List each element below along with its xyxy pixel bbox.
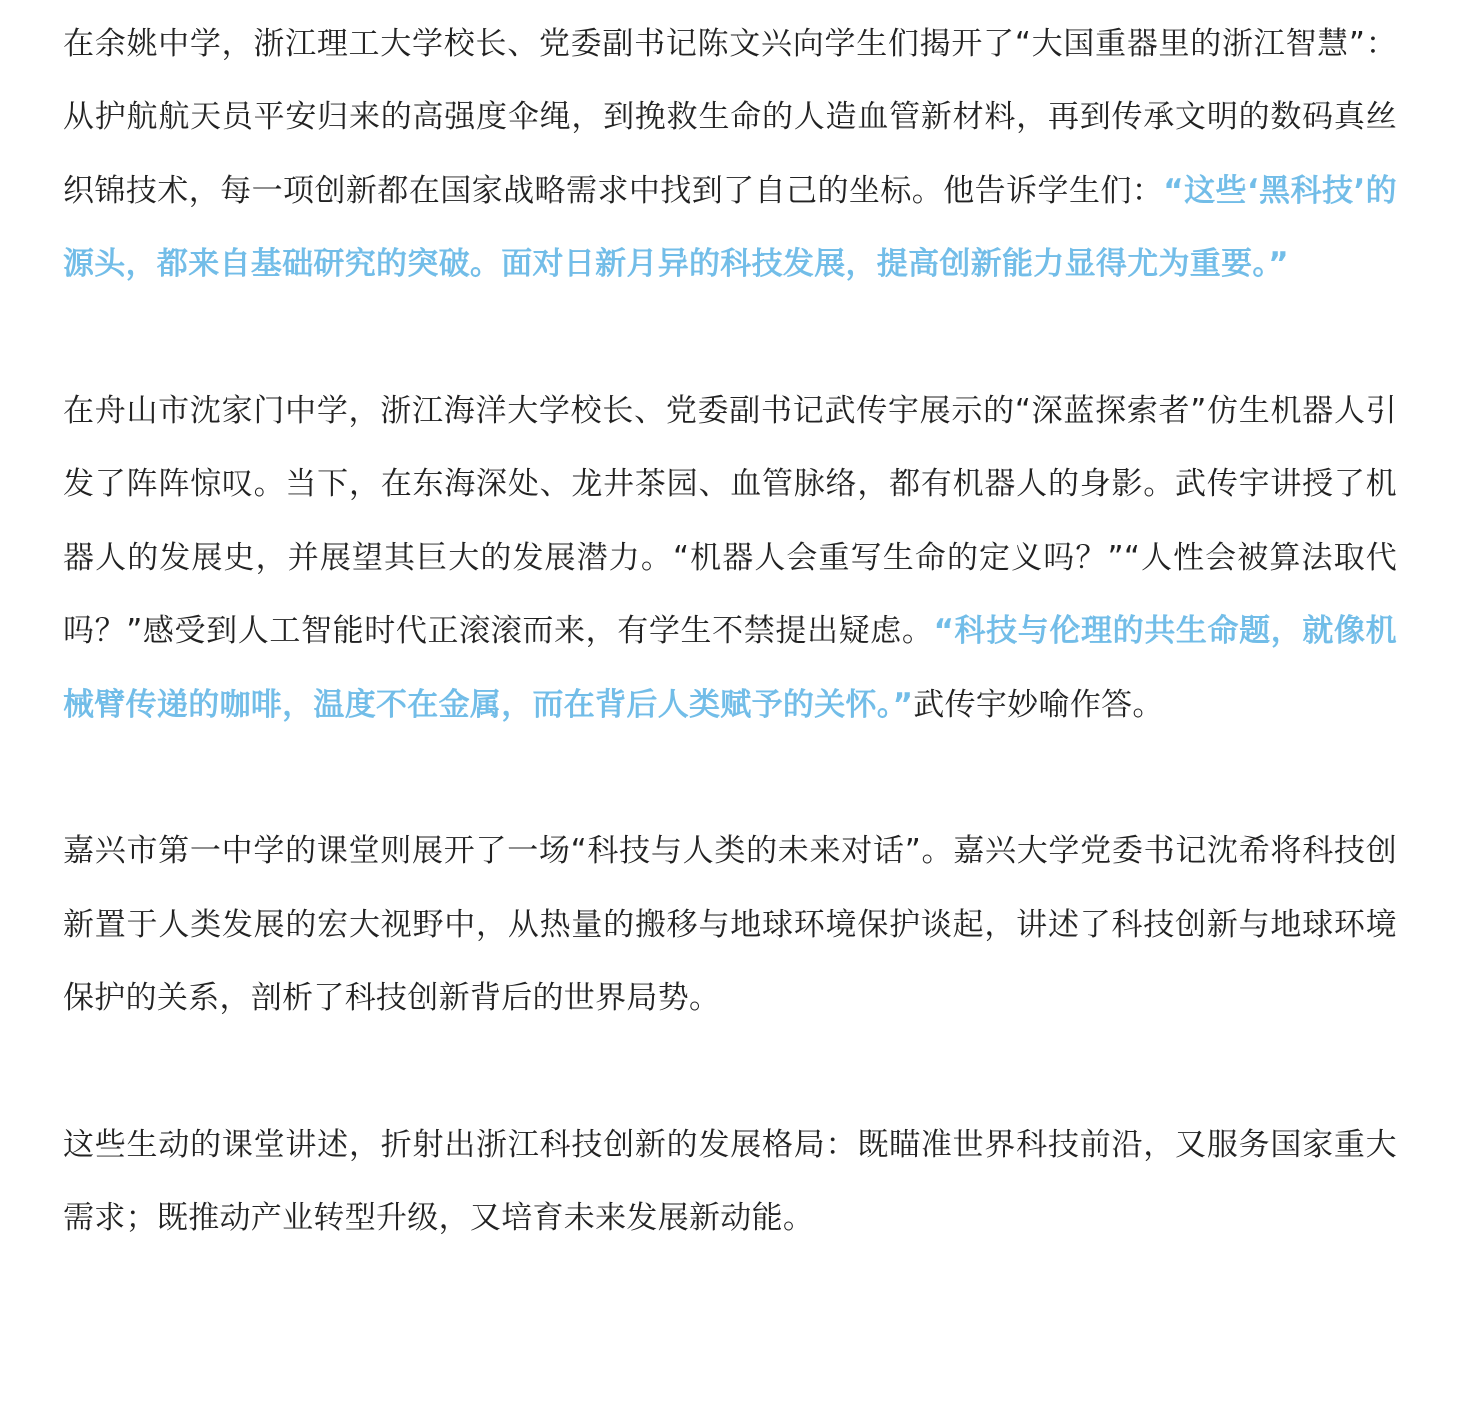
paragraph-jiaxing	[63, 815, 1397, 1035]
paragraph-text: 武传宇妙喻作答。	[913, 686, 1164, 723]
paragraph-zhoushan	[63, 375, 1397, 742]
paragraph-text: 嘉兴市第一中学的课堂则展开了一场“科技与人类的未来对话”。嘉兴大学党委书记沈希将科技创新置于人类发展的宏大视野中，从热量的搬移与地球环境保护谈起，讲述了科技创新与地球环境保护的关系，剖析了科技创新背后的世界局势。	[63, 833, 1397, 1017]
paragraph-text: 在舟山市沈家门中学，浙江海洋大学校长、党委副书记武传宇展示的“深蓝探索者”仿生机器人引发了阵阵惊叹。当下，在东海深处、龙井茶园、血管脉络，都有机器人的身影。武传宇讲授了机器人的发展史，并展望其巨大的发展潜力。“机器人会重写生命的定义吗？”“人性会被算法取代吗？”感受到人工智能时代正滚滚而来，有学生不禁提出疑虑。	[63, 393, 1397, 650]
paragraph-text: 在余姚中学，浙江理工大学校长、党委副书记陈文兴向学生们揭开了“大国重器里的浙江智慧”：从护航航天员平安归来的高强度伞绳，到挽救生命的人造血管新材料，再到传承文明的数码真丝织锦技术，每一项创新都在国家战略需求中找到了自己的坐标。他告诉学生们：	[63, 26, 1397, 209]
highlighted-quote: “科技与伦理的共生命题，就像机械臂传递的咖啡，温度不在金属，而在背后人类赋予的关怀。”	[63, 613, 1397, 723]
paragraph-summary	[63, 1109, 1397, 1256]
article-body	[63, 8, 1397, 1256]
paragraph-yuyao	[63, 8, 1397, 302]
highlighted-quote: “这些‘黑科技’的源头，都来自基础研究的突破。面对日新月异的科技发展，提高创新能力显得尤为重要。”	[63, 172, 1397, 283]
paragraph-text: 这些生动的课堂讲述，折射出浙江科技创新的发展格局：既瞄准世界科技前沿，又服务国家重大需求；既推动产业转型升级，又培育未来发展新动能。	[63, 1127, 1397, 1237]
